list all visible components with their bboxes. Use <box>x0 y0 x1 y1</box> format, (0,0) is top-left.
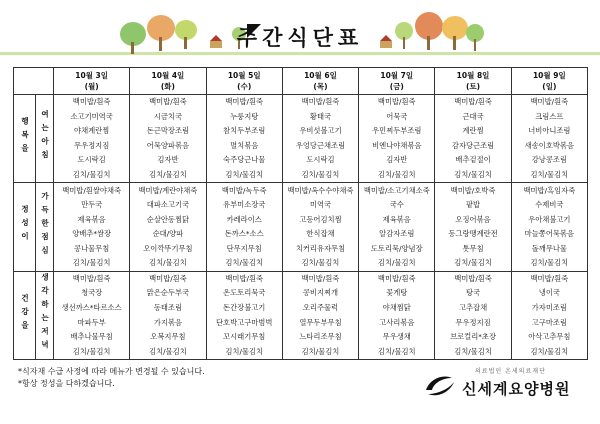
menu-item: 백미밥/흰죽 <box>149 97 187 107</box>
menu-item: 제육볶음 <box>382 214 411 224</box>
menu-item: 김치/물김치 <box>149 258 187 268</box>
menu-item: 탕국 <box>465 288 481 298</box>
menu-item: 김치/물김치 <box>301 346 340 356</box>
menu-item: 고추잡채 <box>458 303 488 313</box>
menu-cell <box>54 271 130 359</box>
menu-item: 백미밥/흰죽 <box>377 273 416 283</box>
menu-item: 김치/물김치 <box>530 170 569 179</box>
menu-item: 돈간장불고기 <box>223 303 266 313</box>
meal-row <box>14 95 588 183</box>
meal-row <box>14 183 588 271</box>
menu-item: 열무두부무침 <box>299 317 342 327</box>
menu-item: 콩나물무침 <box>74 243 110 253</box>
menu-item: 너비아니조림 <box>528 126 571 136</box>
menu-item: 김치/물김치 <box>301 170 340 179</box>
menu-cell <box>511 95 587 183</box>
menu-item: 수제비국 <box>535 200 564 210</box>
menu-item: 김치/물김치 <box>225 346 264 356</box>
hospital-logo-icon <box>422 372 456 398</box>
menu-item: 김치/물김치 <box>72 170 111 179</box>
menu-item: 마파두부 <box>77 317 106 327</box>
menu-item: 국수 <box>389 200 404 210</box>
logo-foundation: 의료법인 온세의료재단 <box>475 368 546 375</box>
menu-cell <box>359 95 435 183</box>
menu-item: 크림스프 <box>535 111 564 121</box>
menu-item: 백미밥/옥수수야채죽 <box>287 185 354 195</box>
menu-cell <box>435 183 511 271</box>
menu-item: 단호박고구마범벅 <box>216 317 273 327</box>
menu-item: 김치/물김치 <box>149 346 187 356</box>
menu-item: 백미밥/흰쌀야채죽 <box>62 185 122 195</box>
menu-cell <box>282 183 358 271</box>
menu-item: 꼬시래기무침 <box>223 332 266 342</box>
menu-item: 느타리조무침 <box>299 332 342 342</box>
menu-item: 시금치국 <box>153 111 183 121</box>
menu-item: 우민찌두부조림 <box>372 126 422 136</box>
menu-item: 누룽지탕 <box>230 111 259 121</box>
day-header: 10월 9일 (일) <box>511 68 587 95</box>
meal-label: 생각하는저녁 <box>36 271 54 359</box>
menu-item: 어묵양파볶음 <box>146 140 190 150</box>
page-title: 주간식단표 <box>236 26 364 50</box>
header-row <box>14 68 588 95</box>
menu-item: 고사리볶음 <box>379 317 415 327</box>
menu-item: 김치/물김치 <box>149 170 187 179</box>
menu-item: 참치두부조림 <box>223 126 266 136</box>
menu-item: 카레라이스 <box>226 214 262 224</box>
menu-cell <box>435 271 511 359</box>
meal-label: 가득한점심 <box>36 183 54 271</box>
menu-item: 오이깍뚜기무침 <box>143 243 193 253</box>
menu-item: 치커리유자무침 <box>295 243 346 253</box>
menu-item: 우아채불고기 <box>528 214 571 224</box>
menu-item: 김치/물김치 <box>225 258 264 268</box>
menu-cell <box>130 271 206 359</box>
menu-cell <box>54 95 130 183</box>
menu-item: 냉이국 <box>538 288 560 298</box>
menu-item: 무우정지짐 <box>74 140 110 150</box>
menu-item: 김치/물김치 <box>454 170 492 179</box>
menu-cell <box>359 183 435 271</box>
menu-item: 백미밥/계란야채죽 <box>138 185 198 195</box>
menu-item: 유부미소장국 <box>223 200 266 210</box>
menu-item: 오복지무침 <box>150 332 186 342</box>
menu-item: 순대/양파 <box>152 229 184 239</box>
menu-item: 백미밥/흰죽 <box>454 273 492 283</box>
menu-item: 청국장 <box>81 288 103 298</box>
menu-item: 한식잡채 <box>306 229 335 239</box>
menu-item: 김치/물김치 <box>454 346 492 356</box>
menu-item: 도토리묵/양념장 <box>370 243 423 253</box>
menu-item: 김치/물김치 <box>72 346 111 356</box>
meal-label: 여는아침 <box>36 95 54 183</box>
menu-item: 백미밥/흰죽 <box>530 273 569 283</box>
menu-item: 무우정지짐 <box>455 317 491 327</box>
menu-item: 백미밥/흰죽 <box>377 97 416 107</box>
menu-item: 김치/물김치 <box>377 258 416 268</box>
menu-item: 강낭콩조림 <box>531 155 567 165</box>
header-banner <box>0 0 600 68</box>
menu-item: 콩비지찌개 <box>302 288 339 298</box>
menu-item: 동그랑땡계란전 <box>448 229 498 239</box>
menu-cell <box>435 95 511 183</box>
day-header: 10월 6일 (목) <box>282 68 358 95</box>
weekly-menu-table <box>13 67 588 360</box>
menu-item: 백미밥/흰죽 <box>301 273 340 283</box>
menu-item: 톳무침 <box>462 243 484 253</box>
menu-item: 새송이호박볶음 <box>524 140 575 150</box>
menu-item: 우엉당근채조림 <box>295 140 346 150</box>
menu-item: 김치/물김치 <box>454 258 492 268</box>
menu-item: 생선까스*타르소스 <box>61 303 122 313</box>
menu-item: 제육볶음 <box>77 214 106 224</box>
menu-item: 고구마조림 <box>531 317 567 327</box>
menu-item: 고등어김치찜 <box>299 214 342 224</box>
menu-item: 계란찜 <box>462 126 484 136</box>
menu-item: 팥밥 <box>465 200 481 210</box>
menu-item: 단무지무침 <box>226 243 262 253</box>
menu-item: 아삭고추무침 <box>528 332 571 342</box>
menu-item: 야채계란찜 <box>74 126 110 136</box>
menu-cell <box>511 183 587 271</box>
menu-item: 브로컬리*초장 <box>450 332 497 342</box>
menu-item: 온도토리묵국 <box>223 288 266 298</box>
grass-strip <box>0 52 600 55</box>
menu-item: 대파소고기국 <box>146 200 190 210</box>
menu-item: 김치/물김치 <box>377 346 416 356</box>
menu-item: 김치/물김치 <box>530 258 569 268</box>
menu-item: 백미밥/흰죽 <box>72 97 111 107</box>
menu-item: 백미밥/흑임자죽 <box>523 185 576 195</box>
menu-item: 배추나물무침 <box>70 332 113 342</box>
menu-item: 백미밥/흰죽 <box>454 97 492 107</box>
menu-item: 멸치볶음 <box>230 140 259 150</box>
menu-item: 백미밥/흰죽 <box>149 273 187 283</box>
menu-cell <box>206 95 282 183</box>
menu-item: 미역국 <box>309 200 332 210</box>
menu-item: 근대국 <box>462 111 484 121</box>
menu-item: 백미밥/소고기채소죽 <box>363 185 430 195</box>
section-side-label: 건강을 <box>14 271 36 359</box>
menu-item: 마늘쫑어묵볶음 <box>524 229 575 239</box>
menu-item: 숙주당근나물 <box>223 155 266 165</box>
meal-row <box>14 271 588 359</box>
menu-item: 김자반 <box>157 155 179 165</box>
day-header: 10월 5일 (수) <box>206 68 282 95</box>
menu-item: 오징어볶음 <box>455 214 491 224</box>
day-header: 10월 7일 (금) <box>359 68 435 95</box>
menu-item: 만두국 <box>81 200 103 210</box>
note-line: *항상 정성을 다하겠습니다. <box>18 379 115 388</box>
menu-item: 백미밥/호박죽 <box>450 185 496 195</box>
menu-cell <box>206 183 282 271</box>
menu-cell <box>282 271 358 359</box>
menu-cell <box>130 183 206 271</box>
section-side-label: 행복을 <box>14 95 36 183</box>
logo-hospital-name: 신세계요양병원 <box>462 380 571 398</box>
menu-item: 맑은순두부국 <box>146 288 190 298</box>
menu-item: 오리주물럭 <box>302 303 339 313</box>
menu-item: 순살안동찜닭 <box>146 214 190 224</box>
menu-item: 꽃게탕 <box>386 288 408 298</box>
menu-item: 알감자조림 <box>379 229 415 239</box>
menu-item: 가자미조림 <box>531 303 567 313</box>
menu-item: 백미밥/흰죽 <box>301 97 340 107</box>
menu-item: 김자반 <box>386 155 408 165</box>
menu-item: 소고기미역국 <box>70 111 113 121</box>
menu-item: 백미밥/흰죽 <box>225 273 264 283</box>
menu-item: 김치/물김치 <box>225 170 264 179</box>
menu-item: 가지볶음 <box>153 317 183 327</box>
menu-item: 백미밥/흰죽 <box>72 273 111 283</box>
menu-cell <box>511 271 587 359</box>
menu-cell <box>206 271 282 359</box>
menu-item: 무우생채 <box>382 332 411 342</box>
menu-item: 김치/물김치 <box>530 346 569 356</box>
menu-item: 우비섯볼고기 <box>299 126 342 136</box>
menu-item: 김치/물김치 <box>72 258 111 268</box>
menu-item: 도시락김 <box>77 155 106 165</box>
menu-item: 김치/물김치 <box>301 258 340 268</box>
menu-item: 황태국 <box>309 111 332 121</box>
day-header: 10월 4일 (화) <box>130 68 206 95</box>
menu-item: 도시락김 <box>306 155 335 165</box>
menu-item: 돈까스*소스 <box>224 229 264 239</box>
menu-item: 백미밥/흰죽 <box>225 97 264 107</box>
day-header: 10월 3일 (월) <box>54 68 130 95</box>
menu-item: 돌깨무나물 <box>531 243 567 253</box>
menu-item: 백미밥/흰죽 <box>530 97 569 107</box>
corner-cell <box>14 68 54 95</box>
menu-item: 돈근막장조림 <box>146 126 190 136</box>
menu-item: 백미밥/녹두죽 <box>221 185 267 195</box>
menu-item: 감자당근조림 <box>451 140 495 150</box>
day-header: 10월 8일 (토) <box>435 68 511 95</box>
menu-cell <box>282 95 358 183</box>
menu-item: 어묵국 <box>386 111 408 121</box>
notes <box>18 366 205 390</box>
menu-item: 배추겉절이 <box>455 155 491 165</box>
menu-item: 비엔나야채볶음 <box>372 140 422 150</box>
menu-item: 양배추*쌈장 <box>72 229 112 239</box>
note-line: *식자재 수급 사정에 따라 메뉴가 변경될 수 있습니다. <box>18 367 205 376</box>
menu-item: 동태조림 <box>153 303 183 313</box>
menu-cell <box>54 183 130 271</box>
menu-item: 야채찜닭 <box>382 303 411 313</box>
section-side-label: 정성이 <box>14 183 36 271</box>
menu-cell <box>130 95 206 183</box>
menu-cell <box>359 271 435 359</box>
menu-item: 김치/물김치 <box>377 170 416 179</box>
